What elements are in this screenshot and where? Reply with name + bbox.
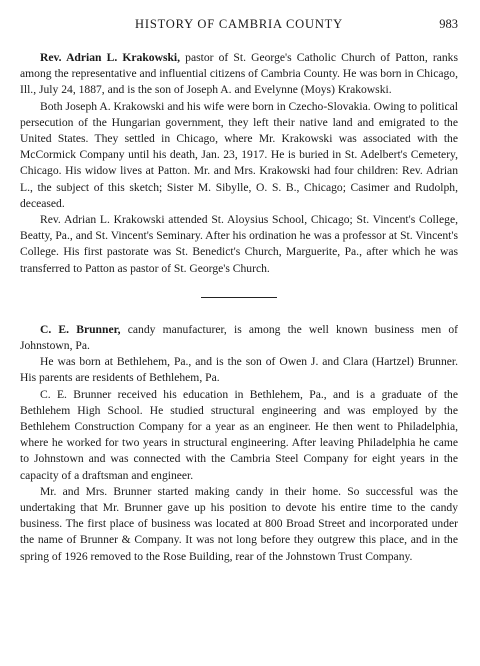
- brunner-name: C. E. Brunner,: [40, 322, 121, 336]
- brunner-intro-paragraph: [20, 322, 458, 354]
- krakowski-intro-text: pastor of St. George's Catholic Church of Patton, ranks among the representative and influential citizens of Cambria County. He was born in Chicago, Ill., July 24, 1887, and is the son of Joseph A. and Evelynne (Moys) Krakowski.: [20, 51, 458, 97]
- krakowski-name: Rev. Adrian L. Krakowski,: [40, 51, 181, 64]
- brunner-intro-text: candy manufacturer, is among the well known business men of Johnstown, Pa.: [20, 322, 458, 353]
- running-title: HISTORY OF CAMBRIA COUNTY: [135, 17, 343, 31]
- brunner-education-paragraph: C. E. Brunner received his education in Bethlehem, Pa., and is a graduate of the Bethlehem High School. He studied structural engineering and was employed by the Bethlehem Construction Company for a year as an engineer. He then went to Philadelphia, where he worked for two years in structural engineering. After leaving Philadelphia he came to Johnstown and was connected with the Cambria Steel Company for eight years in the capacity of a draftsman and engineer.: [20, 387, 458, 482]
- page-number: 983: [439, 17, 458, 31]
- brunner-birth-paragraph: He was born at Bethlehem, Pa., and is the son of Owen J. and Clara (Hartzel) Brunner. His parents are residents of Bethlehem, Pa.: [20, 355, 458, 385]
- krakowski-parents-paragraph: Both Joseph A. Krakowski and his wife were born in Czecho-Slovakia. Owing to political persecution of the Hungarian government, they left their native land and emigrated to the United States. They settled in Chicago, where Mr. Krakowski was associated with the McCormick Company until his death, Jan. 23, 1917. He is buried in St. Adelbert's Cemetery, Chicago. His widow lives at Patton. Mr. and Mrs. Krakowski had four children: Rev. Adrian L., the subject of this sketch; Sister M. Sibylle, O. S. B., Chicago; Casimer and Rudolph, deceased.: [20, 99, 458, 210]
- section-divider: [201, 297, 277, 298]
- brunner-business-paragraph: Mr. and Mrs. Brunner started making candy in their home. So successful was the undertaking that Mr. Brunner gave up his position to devote his entire time to the candy business. The first place of business was located at 800 Broad Street and incorporated under the name of Brunner & Company. It was not long before they outgrew this place, and in the spring of 1926 removed to the Rose Building, rear of the Johnstown Trust Company.: [20, 484, 458, 563]
- krakowski-education-paragraph: Rev. Adrian L. Krakowski attended St. Aloysius School, Chicago; St. Vincent's College, Beatty, Pa., and St. Vincent's Seminary. After his ordination he was a professor at St. Vincent's College. His first pastorate was St. Benedict's Church, Marguerite, Pa., after which he was transferred to Patton as pastor of St. George's Church.: [20, 213, 458, 275]
- krakowski-intro-paragraph: [20, 50, 458, 99]
- biography-krakowski: [20, 50, 458, 277]
- biography-brunner: [20, 322, 458, 565]
- running-header: [20, 14, 458, 36]
